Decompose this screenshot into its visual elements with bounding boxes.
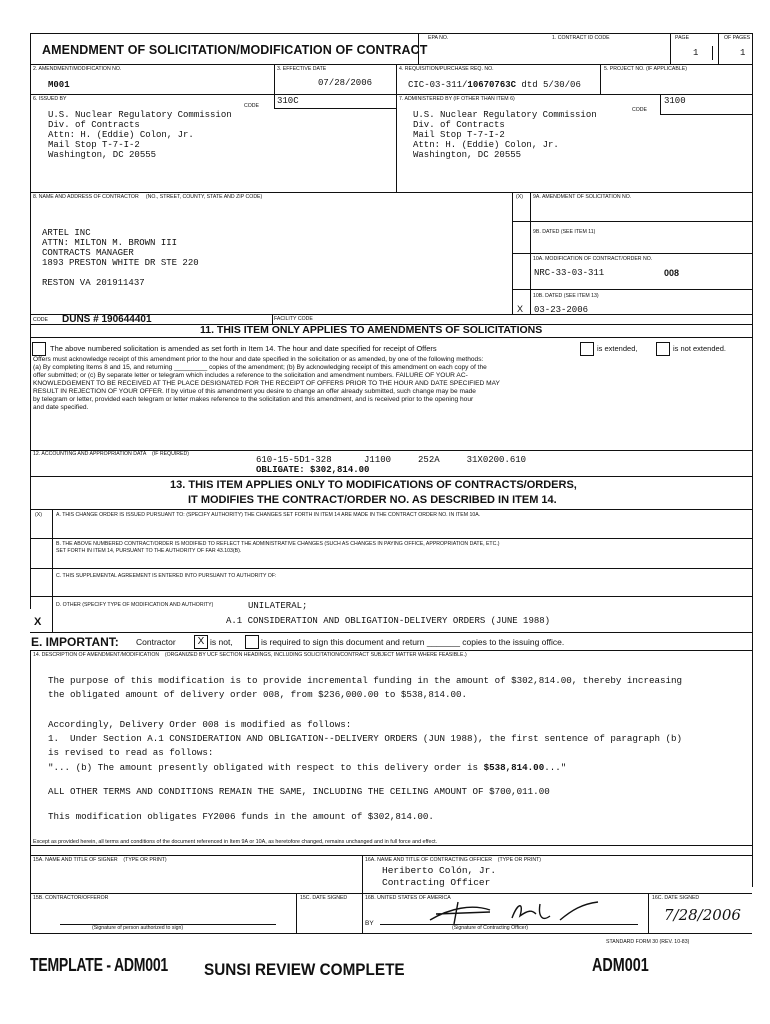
- item-13d-line1: UNILATERAL;: [248, 601, 308, 611]
- item-13a: A. THIS CHANGE ORDER IS ISSUED PURSUANT TO: (SPECIFY AUTHORITY) THE CHANGES SET FORTH IN ITEM 14 ARE MADE IN THE CONTRACT ORDER NO. IN ITEM 10A.: [56, 512, 481, 518]
- issued-code-value: 310C: [277, 96, 299, 106]
- contract-id-label: 1. CONTRACT ID CODE: [552, 35, 610, 41]
- item-13d-label: D. OTHER (SPECIFY TYPE OF MODIFICATION AND AUTHORITY): [56, 602, 214, 608]
- item-13-x-label: (X): [35, 512, 42, 518]
- contractor-signature-caption: (Signature of person authorized to sign): [92, 925, 184, 931]
- solicitation-amended-checkbox[interactable]: [32, 342, 46, 356]
- item-13d-x: X: [34, 616, 42, 628]
- item-10a-order: 008: [664, 268, 680, 278]
- contractor-offeror-label: 15B. CONTRACTOR/OFFEROR: [33, 895, 109, 901]
- item-13-title-line1: 13. THIS ITEM APPLIES ONLY TO MODIFICATIONS OF CONTRACTS/ORDERS,: [170, 479, 577, 491]
- requisition-no-label: 4. REQUISITION/PURCHASE REQ. NO.: [399, 66, 494, 72]
- item-13-title-line2: IT MODIFIES THE CONTRACT/ORDER NO. AS DESCRIBED IN ITEM 14.: [188, 494, 557, 506]
- not-extended-checkbox[interactable]: [656, 342, 670, 356]
- except-line: Except as provided herein, all terms and conditions of the document referenced in Item 9A or 10A, as heretofore changed, remains unchanged and in full force and effect.: [33, 839, 438, 845]
- item-11-title: 11. THIS ITEM ONLY APPLIES TO AMENDMENTS OF SOLICITATIONS: [200, 324, 543, 336]
- accounting-label-sub: (IF REQUIRED): [152, 451, 189, 457]
- not-extended-label: is not extended.: [673, 344, 726, 353]
- accounting-data-value: 610-15-5D1-328 J1100 252A 31X0200.610: [256, 455, 527, 465]
- description-p3: [48, 763, 566, 773]
- page-label: PAGE: [675, 35, 690, 41]
- item-13c: C. THIS SUPPLEMENTAL AGREEMENT IS ENTERED INTO PURSUANT TO AUTHORITY OF:: [56, 573, 277, 579]
- date-signed-15c-label: 15C. DATE SIGNED: [300, 895, 348, 901]
- amendment-no-label: 2. AMENDMENT/MODIFICATION NO.: [33, 66, 122, 72]
- description-p5: This modification obligates FY2006 funds in the amount of $302,814.00.: [48, 811, 434, 822]
- item-10b-label: 10B. DATED (SEE ITEM 13): [533, 293, 599, 299]
- p3-end: ...": [544, 762, 567, 773]
- item-11-line1: The above numbered solicitation is amended as set forth in Item 14. The hour and date specified for receipt of Offers: [50, 344, 437, 353]
- item-13b-line2: SET FORTH IN ITEM 14, PURSUANT TO THE AUTHORITY OF FAR 43.103(B).: [56, 548, 242, 554]
- effective-date-label: 3. EFFECTIVE DATE: [277, 66, 327, 72]
- facility-code-label: FACILITY CODE: [274, 316, 313, 322]
- administered-by-address: U.S. Nuclear Regulatory Commission Div. of Contracts Mail Stop T-7-I-2 Attn: H. (Eddie) Colon, Jr. Washington, DC 20555: [413, 110, 597, 161]
- description-p1: The purpose of this modification is to provide incremental funding in the amount of $302,814.00, thereby increasing the obligated amount of delivery order 008, from $236,000.00 to $538,814.00.: [48, 675, 683, 700]
- contractor-label-sub: (NO., STREET, COUNTY, STATE AND ZIP CODE): [145, 194, 263, 200]
- p3-start: "... (b) The amount presently obligated with respect to this delivery order is: [48, 762, 484, 773]
- item-9a-label: 9A. AMENDMENT OF SOLICITATION NO.: [533, 194, 632, 200]
- officer-label-main: 16A. NAME AND TITLE OF CONTRACTING OFFICER: [365, 857, 493, 863]
- is-not-label: is not,: [210, 637, 233, 647]
- obligate-amount: OBLIGATE: $302,814.00: [256, 465, 370, 475]
- usa-label: 16B. UNITED STATES OF AMERICA: [365, 895, 451, 901]
- admin-code-value: 3100: [664, 96, 686, 106]
- issued-code-label: CODE: [244, 103, 259, 109]
- p3-amount: $538,814.00: [483, 762, 545, 773]
- officer-label-sub: (TYPE OR PRINT): [497, 857, 542, 863]
- officer-signature-caption: (Signature of Contracting Officer): [452, 925, 529, 931]
- issued-by-address: U.S. Nuclear Regulatory Commission Div. of Contracts Attn: H. (Eddie) Colon, Jr. Mail Stop T-7-I-2 Washington, DC 20555: [48, 110, 232, 161]
- item-13b-line1: B. THE ABOVE NUMBERED CONTRACT/ORDER IS MODIFIED TO REFLECT THE ADMINISTRATIVE CHANGES (SUCH AS CHANGES IN PAYING OFFICE, APPROPRIATION DATE, ETC.): [56, 541, 500, 547]
- description-p2: Accordingly, Delivery Order 008 is modified as follows: 1. Under Section A.1 CONSIDERATION AND OBLIGATION--DELIVERY ORDERS (JUN 1988), the first sentence of paragraph (b) is revised to read as follows:: [48, 719, 683, 758]
- item-13d-line2: A.1 CONSIDERATION AND OBLIGATION-DELIVERY ORDERS (JUNE 1988): [226, 616, 551, 626]
- description-p4: ALL OTHER TERMS AND CONDITIONS REMAIN THE SAME, INCLUDING THE CEILING AMOUNT OF $700,011.00: [48, 786, 550, 797]
- standard-form-label: STANDARD FORM 30 (REV. 10-83): [606, 939, 690, 945]
- important-contractor: Contractor: [136, 637, 176, 647]
- accounting-data-label: [33, 452, 189, 458]
- is-required-checkbox[interactable]: [245, 635, 259, 649]
- of-pages-number: 1: [740, 48, 746, 58]
- req-suffix: dtd 5/30/06: [516, 80, 581, 90]
- req-prefix: CIC-03-311/: [408, 80, 468, 90]
- item-10a-label: 10A. MODIFICATION OF CONTRACT/ORDER NO.: [533, 256, 653, 262]
- signer-label-main: 15A. NAME AND TITLE OF SIGNER: [33, 857, 118, 863]
- item-10b-value: 03-23-2006: [534, 305, 589, 315]
- admin-code-label: CODE: [632, 107, 647, 113]
- page-number: 1: [693, 48, 699, 58]
- description-label: [33, 653, 467, 659]
- accounting-label-main: 12. ACCOUNTING AND APPROPRIATION DATA: [33, 451, 147, 457]
- by-label: BY: [365, 920, 374, 927]
- description-label-main: 14. DESCRIPTION OF AMENDMENT/MODIFICATION: [33, 652, 160, 658]
- item-11-instructions: Offers must acknowledge receipt of this amendment prior to the hour and date specified in the solicitation or as amended, by one of the following methods: (a) By completing Items 8 and 15, and returning _________ copies of the amendment; (b) By acknowledging receipt of this amendment on each copy of the offer submitted; or (c) By separate letter or telegram which includes a reference to the solicitation and amendment numbers. FAILURE OF YOUR AC- KNOWLEDGEMENT TO BE RECEIVED AT THE PLACE DESIGNATED FOR THE RECEIPT OF OFFERS PRIOR TO THE HOUR AND DATE SPECIFIED MAY RESULT IN REJECTION OF YOUR OFFER. If by virtue of this amendment you desire to change an offer already submitted, such change may be made by telegram or letter, provided each telegram or letter makes reference to the solicitation and this amendment, and is received prior to the opening hour and date specified.: [33, 356, 500, 412]
- officer-name-label: [365, 858, 541, 864]
- project-no-label: 5. PROJECT NO. (IF APPLICABLE): [604, 66, 687, 72]
- important-label: E. IMPORTANT:: [31, 635, 119, 649]
- officer-signature: [420, 896, 610, 928]
- item-9b-label: 9B. DATED (SEE ITEM 11): [533, 229, 596, 235]
- amendment-no-value: M001: [48, 80, 70, 90]
- signer-label-sub: (TYPE OR PRINT): [123, 857, 167, 863]
- form-title: AMENDMENT OF SOLICITATION/MODIFICATION OF CONTRACT: [42, 43, 428, 57]
- contractor-name-label: [33, 195, 262, 201]
- requisition-no-value: [408, 80, 581, 90]
- extended-label: is extended,: [597, 344, 638, 353]
- item-10b-x: X: [517, 304, 524, 314]
- administered-by-label: 7. ADMINISTERED BY (IF OTHER THAN ITEM 6): [399, 96, 515, 102]
- officer-name: Heriberto Colón, Jr.: [382, 865, 497, 876]
- description-label-sub: (ORGANIZED BY UCF SECTION HEADINGS, INCLUDING SOLICITATION/CONTRACT SUBJECT MATTER WHERE FEASIBLE.): [164, 652, 467, 658]
- is-required-label: is required to sign this document and return _______ copies to the issuing office.: [261, 637, 565, 647]
- is-not-checkbox[interactable]: [194, 635, 208, 649]
- contractor-label-main: 8. NAME AND ADDRESS OF CONTRACTOR: [33, 194, 139, 200]
- date-signed-16c-value: 7/28/2006: [664, 906, 741, 924]
- duns-code-label: CODE: [33, 317, 48, 323]
- of-pages-label: OF PAGES: [724, 35, 751, 41]
- item-10a-value: NRC-33-03-311: [534, 268, 605, 278]
- sunsi-review-stamp: SUNSI REVIEW COMPLETE: [204, 960, 405, 979]
- req-bold: 10670763C: [467, 80, 517, 90]
- template-stamp: TEMPLATE - ADM001: [30, 955, 168, 975]
- extended-checkbox[interactable]: [580, 342, 594, 356]
- is-not-x: X: [197, 636, 205, 647]
- date-signed-16c-label: 16C. DATE SIGNED: [652, 895, 700, 901]
- x-column-label: (X): [516, 194, 523, 200]
- officer-title: Contracting Officer: [382, 877, 491, 888]
- duns-code-value: DUNS # 190644401: [62, 314, 152, 325]
- issued-by-label: 6. ISSUED BY: [33, 96, 67, 102]
- adm-stamp: ADM001: [592, 955, 649, 975]
- signer-name-label: [33, 858, 167, 864]
- effective-date-value: 07/28/2006: [318, 78, 373, 88]
- epa-no-label: EPA NO.: [428, 35, 449, 41]
- contractor-address: ARTEL INC ATTN: MILTON M. BROWN III CONTRACTS MANAGER 1893 PRESTON WHITE DR STE 220 RESTON VA 201911437: [42, 228, 199, 289]
